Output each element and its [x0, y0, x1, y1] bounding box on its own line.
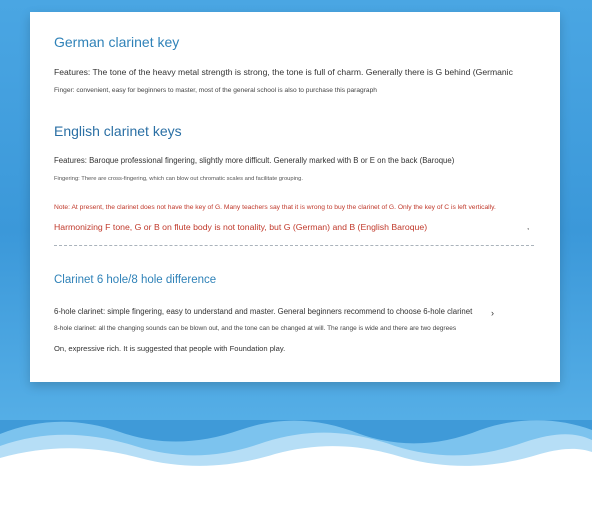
german-key-features: Features: The tone of the heavy metal strength is strong, the tone is full of charm. Generally there is G behind (Germanic [54, 67, 513, 77]
dashed-divider [54, 245, 534, 246]
english-keys-fingering: Fingering: There are cross-fingering, which can blow out chromatic scales and facilitate grouping. [54, 176, 303, 182]
six-hole-mark: › [491, 308, 494, 318]
eight-hole-description: 8-hole clarinet: all the changing sounds can be blown out, and the tone can be changed at will. The range is wide and there are two degrees [54, 325, 457, 332]
note-line-2: Harmonizing F tone, G or B on flute body is not tonality, but G (German) and B (English Baroque) [54, 222, 428, 232]
german-key-title: German clarinet key [54, 34, 180, 50]
hole-difference-title: Clarinet 6 hole/8 hole difference [54, 274, 217, 286]
wave-decoration [0, 400, 592, 506]
english-keys-features: Features: Baroque professional fingering, slightly more difficult. Generally marked with B or E on the back (Baroque) [54, 156, 455, 165]
info-card [30, 12, 560, 382]
english-keys-title: English clarinet keys [54, 123, 182, 139]
german-key-finger: Finger: convenient, easy for beginners to master, most of the general school is also to purchase this paragraph [54, 87, 377, 94]
six-hole-description: 6-hole clarinet: simple fingering, easy to understand and master. General beginners recommend to choose 6-hole clarinet [54, 307, 473, 316]
note-mark: , [527, 222, 530, 231]
eight-hole-continuation: On, expressive rich. It is suggested that people with Foundation play. [54, 344, 286, 353]
note-line-1: Note: At present, the clarinet does not have the key of G. Many teachers say that it is wrong to buy the clarinet of G. Only the key of C is left vertically. [54, 204, 496, 211]
